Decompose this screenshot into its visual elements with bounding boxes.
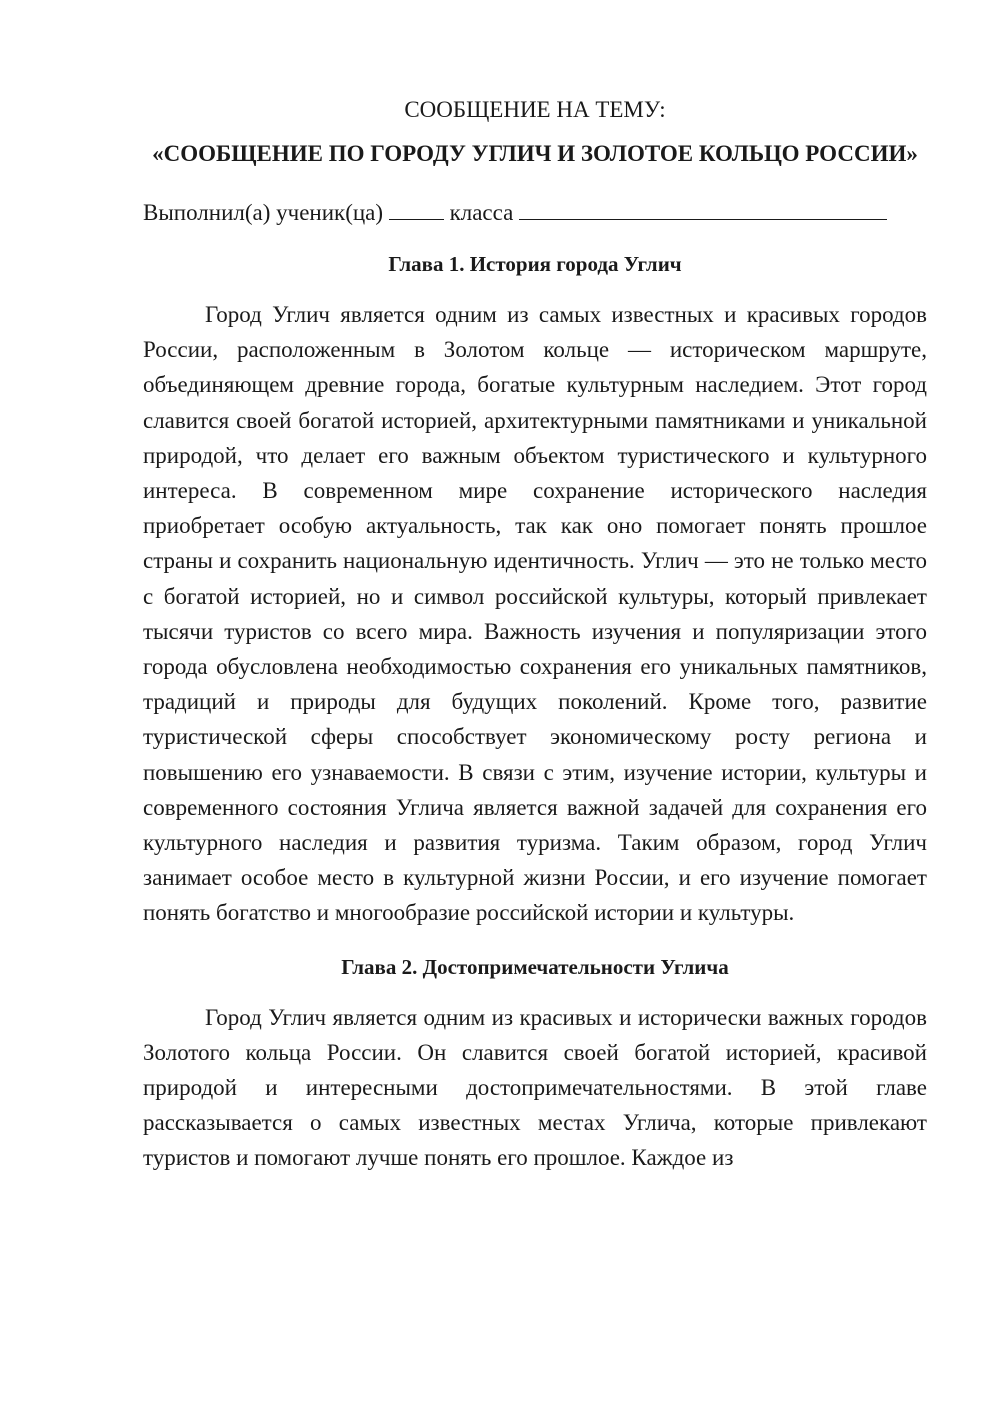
author-line [143, 195, 927, 230]
chapter-1-heading: Глава 1. История города Углич [388, 252, 682, 276]
document-page [143, 92, 927, 1176]
author-prefix: Выполнил(а) ученик(ца) [143, 200, 384, 225]
chapter-2-paragraph: Город Углич является одним из красивых и исторически важных городов Золотого кольца России. Он славится своей богатой историей, красивой природой и интересными достопримечательностями. В этой главе рассказывается о самых известных местах Углича, которые привлекают туристов и помогают лучше понять его прошлое. Каждое из [143, 1004, 927, 1171]
name-blank [519, 195, 887, 220]
chapter-1-paragraph: Город Углич является одним из самых известных и красивых городов России, расположенным в Золотом кольце — историческом маршруте, объединяющем древние города, богатые культурным наследием. Этот город славится своей богатой историей, архитектурными памятниками и уникальной природой, что делает его важным объектом туристического и культурного интереса. В современном мире сохранение исторического наследия приобретает особую актуальность, так как оно помогает понять прошлое страны и сохранить национальную идентичность. Углич — это не только место с богатой историей, но и символ российской культуры, который привлекает тысячи туристов со всего мира. Важность изучения и популяризации этого города обусловлена необходимостью сохранения его уникальных памятников, традиций и природы для будущих поколений. Кроме того, развитие туристической сферы способствует экономическому росту региона и повышению его узнаваемости. В связи с этим, изучение истории, культуры и современного состояния Углича является важной задачей для сохранения его культурного наследия и развития туризма. Таким образом, город Углич занимает особое место в культурной жизни России, и его изучение помогает понять богатство и многообразие российской истории и культуры. [143, 302, 927, 926]
grade-blank [389, 195, 444, 220]
author-middle: класса [449, 200, 514, 225]
document-title: «СООБЩЕНИЕ ПО ГОРОДУ УГЛИЧ И ЗОЛОТОЕ КОЛЬЦО РОССИИ» [152, 141, 918, 166]
document-header: СООБЩЕНИЕ НА ТЕМУ: [404, 97, 666, 122]
chapter-2-heading: Глава 2. Достопримечательности Углича [341, 954, 729, 979]
